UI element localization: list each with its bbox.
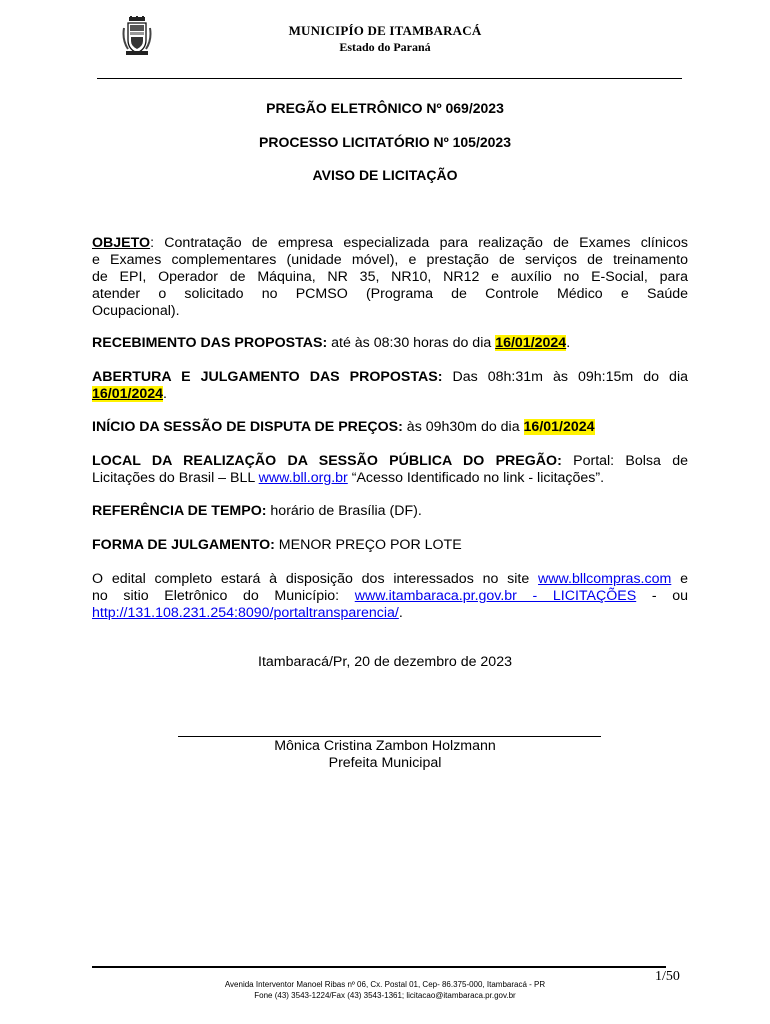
forma-text: MENOR PREÇO POR LOTE: [274, 537, 462, 553]
recebimento-end: .: [566, 335, 571, 351]
signatory-name: Mônica Cristina Zambon Holzmann: [274, 738, 496, 754]
edital-text1: O edital completo estará à disposição dos interessados no site: [92, 571, 539, 587]
municipality-name: MUNICIPÍO DE ITAMBARACÁ: [288, 23, 482, 38]
objeto-paragraph: [92, 235, 688, 320]
edital-end3: .: [398, 605, 403, 621]
objeto-text-line2: e Exames complementares (unidade móvel), e prestação de serviços de treinamento: [92, 252, 688, 268]
forma-paragraph: [92, 537, 688, 554]
referencia-paragraph: [92, 503, 688, 520]
header-divider: [97, 78, 682, 79]
edital-text2: no sitio Eletrônico do Município:: [92, 588, 355, 604]
inicio-date: 16/01/2024: [523, 419, 595, 435]
objeto-label: OBJETO: [92, 235, 151, 251]
abertura-text: Das 08h:31m às 09h:15m do dia: [442, 369, 688, 385]
signature-line: [178, 736, 601, 737]
footer-address: Avenida Interventor Manoel Ribas nº 06, Cx. Postal 01, Cep- 86.375-000, Itambaracá - PR: [224, 980, 546, 989]
abertura-paragraph: [92, 369, 688, 403]
abertura-end: .: [163, 386, 167, 402]
forma-label: FORMA DE JULGAMENTO:: [92, 537, 275, 553]
objeto-text-line5: Ocupacional).: [92, 303, 180, 319]
portal-transparencia-link[interactable]: http://131.108.231.254:8090/portaltransparencia/: [92, 605, 399, 621]
recebimento-date: 16/01/2024: [495, 335, 567, 351]
abertura-date: 16/01/2024: [92, 386, 164, 402]
aviso-title: AVISO DE LICITAÇÃO: [312, 167, 458, 183]
state-name: Estado do Paraná: [339, 40, 431, 54]
footer-contact: Fone (43) 3543-1224/Fax (43) 3543-1361; licitacao@itambaraca.pr.gov.br: [254, 991, 516, 1000]
inicio-text: às 09h30m do dia: [402, 419, 524, 435]
recebimento-paragraph: [92, 335, 688, 352]
page-number: 1/50: [655, 969, 680, 984]
inicio-paragraph: [92, 419, 688, 436]
objeto-text-line4: atender o solicitado no PCMSO (Programa de Controle Médico e Saúde: [92, 286, 688, 302]
local-label: LOCAL DA REALIZAÇÃO DA SESSÃO PÚBLICA DO PREGÃO:: [92, 453, 562, 469]
edital-paragraph: [92, 571, 688, 622]
local-text2: Licitações do Brasil – BLL: [92, 470, 259, 486]
edital-end1: e: [671, 571, 688, 587]
itambaraca-link[interactable]: www.itambaraca.pr.gov.br - LICITAÇÕES: [354, 588, 637, 604]
bllcompras-link[interactable]: www.bllcompras.com: [538, 571, 672, 587]
local-paragraph: [92, 453, 688, 487]
local-text3: “Acesso Identificado no link - licitações”.: [347, 470, 605, 486]
processo-title: PROCESSO LICITATÓRIO Nº 105/2023: [259, 134, 511, 150]
local-text1: Portal: Bolsa de: [561, 453, 688, 469]
objeto-text-line1: : Contratação de empresa especializada para realização de Exames clínicos: [150, 235, 688, 251]
recebimento-label: RECEBIMENTO DAS PROPOSTAS:: [92, 335, 328, 351]
referencia-label: REFERÊNCIA DE TEMPO:: [92, 503, 267, 519]
edital-end2: - ou: [636, 588, 688, 604]
bll-link[interactable]: www.bll.org.br: [258, 470, 348, 486]
objeto-text-line3: de EPI, Operador de Máquina, NR 35, NR10, NR12 e auxílio no E-Social, para: [92, 269, 688, 285]
inicio-label: INÍCIO DA SESSÃO DE DISPUTA DE PREÇOS:: [92, 419, 403, 435]
recebimento-text: até às 08:30 horas do dia: [327, 335, 496, 351]
date-line: Itambaracá/Pr, 20 de dezembro de 2023: [258, 654, 512, 670]
signatory-role: Prefeita Municipal: [328, 755, 442, 771]
referencia-text: horário de Brasília (DF).: [266, 503, 422, 519]
footer-divider: [92, 966, 666, 968]
pregao-title: PREGÃO ELETRÔNICO Nº 069/2023: [266, 100, 504, 116]
abertura-label: ABERTURA E JULGAMENTO DAS PROPOSTAS:: [92, 369, 443, 385]
